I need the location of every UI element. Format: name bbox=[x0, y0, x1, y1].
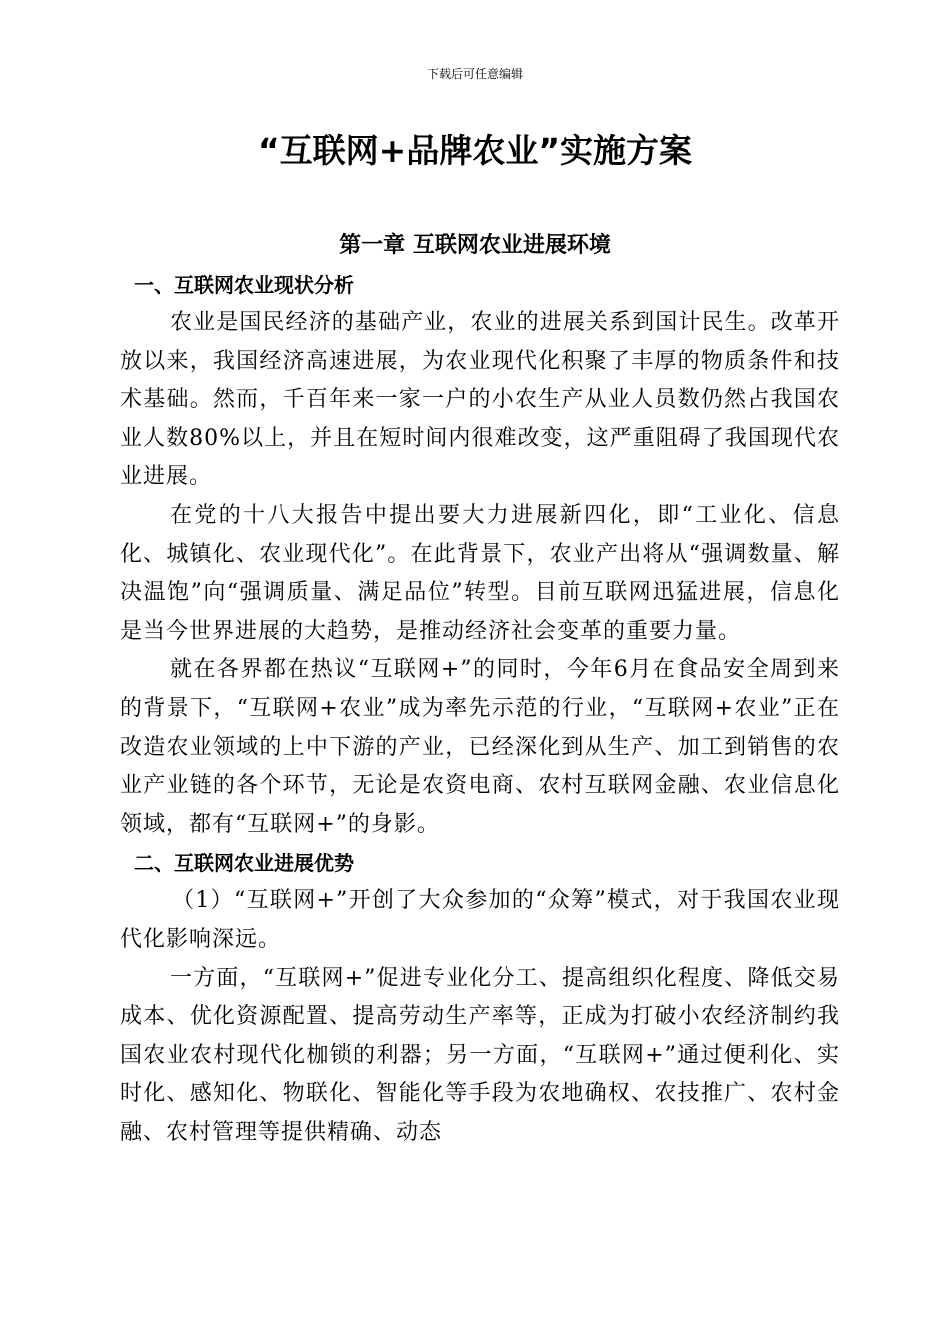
document-title: “互联网+品牌农业”实施方案 bbox=[257, 131, 693, 170]
section-heading-advantages: 二、互联网农业进展优势 bbox=[134, 851, 354, 876]
paragraph-division-of-labor: 一方面，“互联网+”促进专业化分工、提高组织化程度、降低交易成本、优化资源配置、提高劳动生产率等，正成为打破小农经济制约我国农业农村现代化枷锁的利器；另一方面，“互联网+”通过便利化、实时化、感知化、物联化、智能化等手段为农地确权、农技推广、农村金融、农村管理等提供精确、动态 bbox=[120, 965, 840, 1145]
paragraph-internet-plus-agriculture: 就在各界都在热议“互联网+”的同时，今年6月在食品安全周到来的背景下，“互联网+农业”成为率先示范的行业，“互联网+农业”正在改造农业领域的上中下游的产业，已经深化到从生产、加工到销售的农业产业链的各个环节，无论是农资电商、农村互联网金融、农业信息化领域，都有“互联网+”的身影。 bbox=[120, 657, 840, 837]
paragraph-crowdfunding-model: （1）“互联网+”开创了大众参加的“众筹”模式，对于我国农业现代化影响深远。 bbox=[120, 888, 840, 952]
paragraph-four-modernizations: 在党的十八大报告中提出要大力进展新四化，即“工业化、信息化、城镇化、农业现代化”。在此背景下，农业产出将从“强调数量、解决温饱”向“强调质量、满足品位”转型。目前互联网迅猛进展，信息化是当今世界进展的大趋势，是推动经济社会变革的重要力量。 bbox=[120, 502, 840, 644]
section-heading-status: 一、互联网农业现状分析 bbox=[134, 273, 354, 297]
header-note: 下载后可任意编辑 bbox=[426, 67, 523, 81]
paragraph-agriculture-basis: 农业是国民经济的基础产业，农业的进展关系到国计民生。改革开放以来，我国经济高速进展，为农业现代化积聚了丰厚的物质条件和技术基础。然而，千百年来一家一户的小农生产从业人员数仍然占我国农业人数80%以上，并且在短时间内很难改变，这严重阻碍了我国现代农业进展。 bbox=[120, 310, 840, 490]
chapter-title: 第一章 互联网农业进展环境 bbox=[339, 233, 611, 258]
document-body bbox=[120, 266, 840, 1152]
